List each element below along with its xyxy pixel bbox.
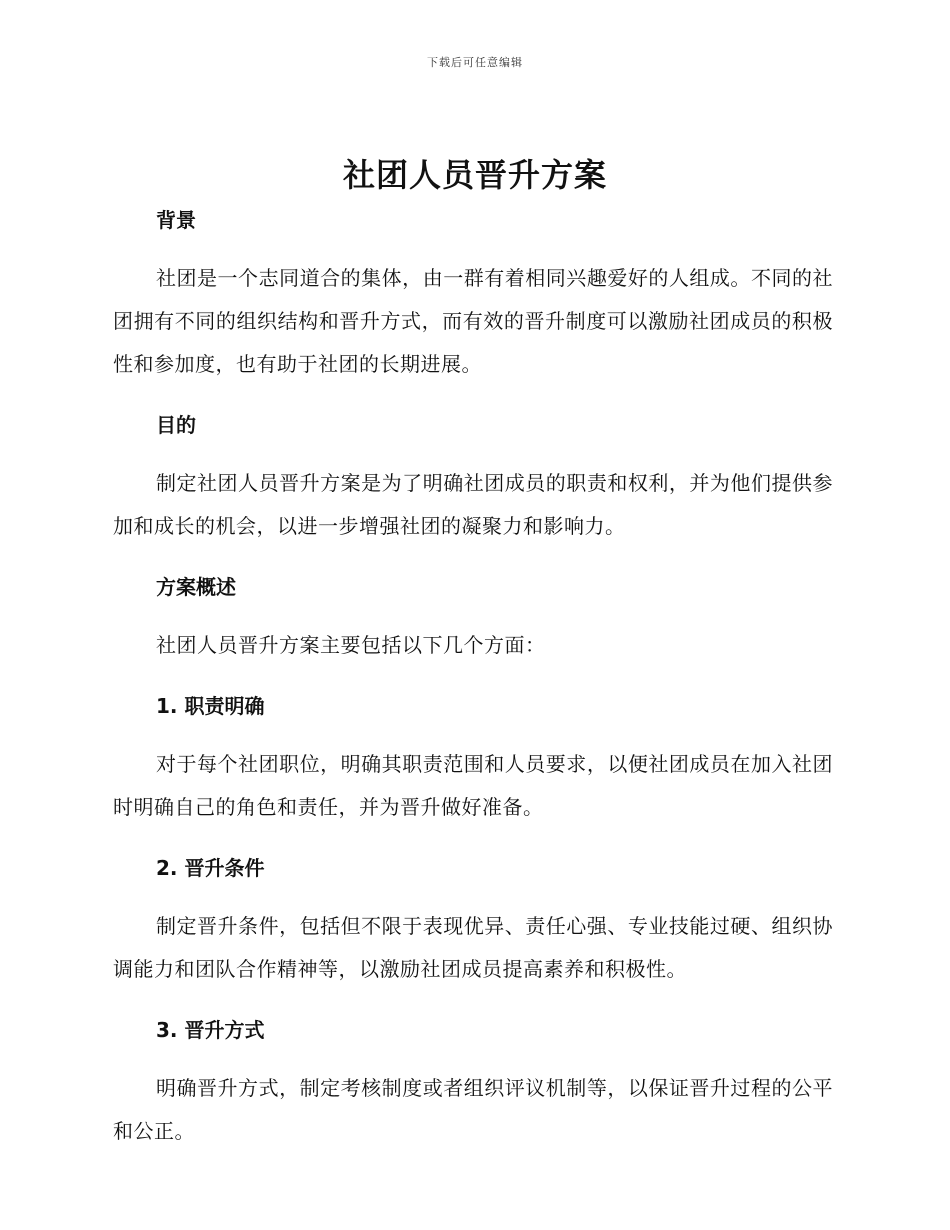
section-heading: 方案概述 [156, 575, 236, 599]
document-body [113, 203, 833, 1175]
section-promotion-conditions [113, 851, 833, 991]
section-paragraph: 制定晋升条件，包括但不限于表现优异、责任心强、专业技能过硬、组织协调能力和团队合作精神等，以激励社团成员提高素养和积极性。 [113, 914, 833, 981]
section-heading: 背景 [156, 208, 196, 232]
section-paragraph: 明确晋升方式，制定考核制度或者组织评议机制等，以保证晋升过程的公平和公正。 [113, 1076, 833, 1143]
section-heading: 3. 晋升方式 [156, 1018, 265, 1042]
section-paragraph: 对于每个社团职位，明确其职责范围和人员要求，以便社团成员在加入社团时明确自己的角色和责任，并为晋升做好准备。 [113, 752, 833, 819]
section-heading: 1. 职责明确 [156, 694, 265, 718]
document-title: 社团人员晋升方案 [342, 156, 607, 194]
section-overview [113, 570, 833, 667]
section-responsibilities [113, 689, 833, 829]
section-heading: 目的 [156, 413, 196, 437]
section-promotion-method [113, 1013, 833, 1153]
section-paragraph: 社团是一个志同道合的集体，由一群有着相同兴趣爱好的人组成。不同的社团拥有不同的组织结构和晋升方式，而有效的晋升制度可以激励社团成员的积极性和参加度，也有助于社团的长期进展。 [113, 266, 833, 376]
section-paragraph: 制定社团人员晋升方案是为了明确社团成员的职责和权利，并为他们提供参加和成长的机会，以进一步增强社团的凝聚力和影响力。 [113, 471, 833, 538]
section-background [113, 203, 833, 386]
section-paragraph: 社团人员晋升方案主要包括以下几个方面： [156, 633, 546, 657]
header-note: 下载后可任意编辑 [427, 56, 523, 69]
section-heading: 2. 晋升条件 [156, 856, 265, 880]
section-purpose [113, 408, 833, 548]
